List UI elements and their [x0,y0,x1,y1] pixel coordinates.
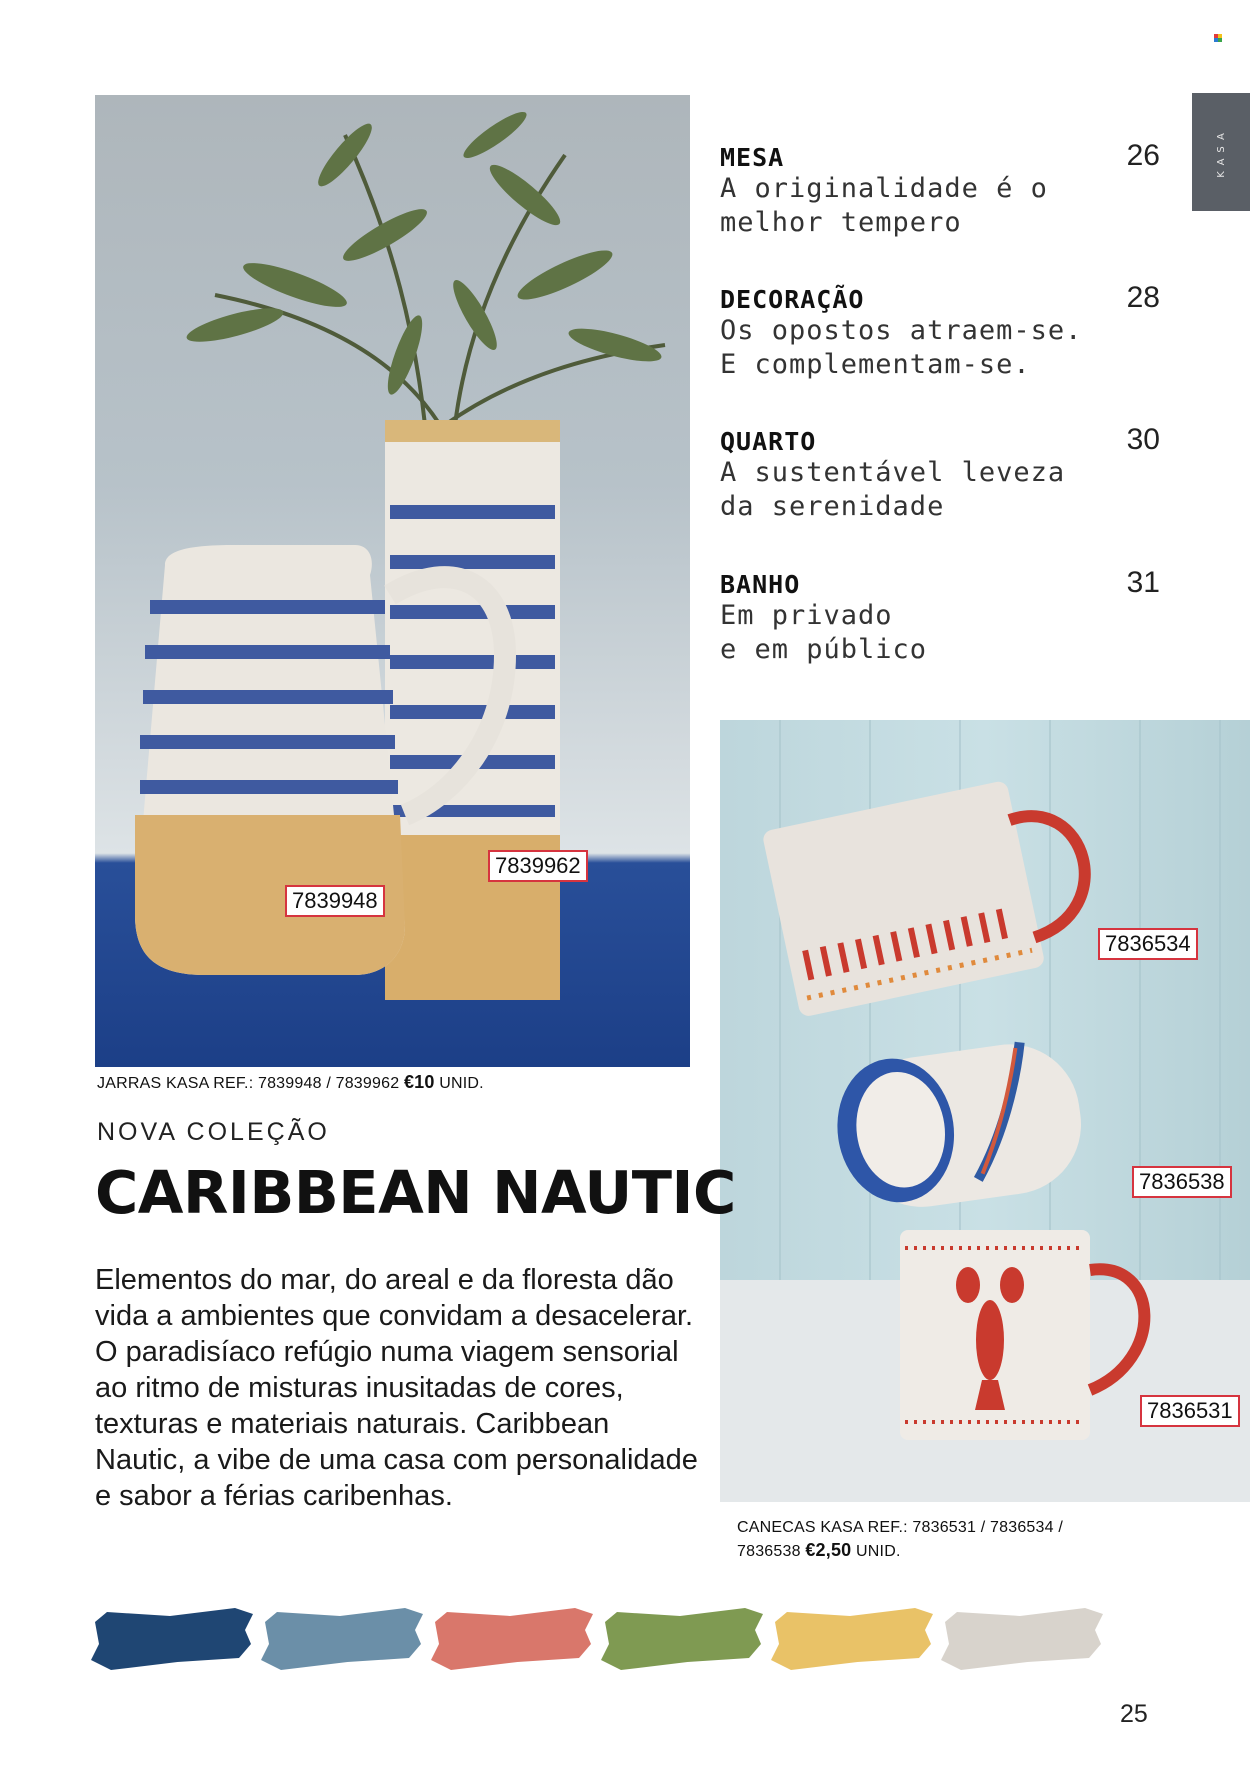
product-ref-tag[interactable]: 7839948 [285,885,385,917]
vases-caption-unit: UNID. [434,1075,484,1092]
section-tab-label: KASA [1215,126,1227,178]
mugs-illustration [720,720,1250,1502]
vases-illustration [95,95,690,1067]
vases-caption [97,1072,484,1093]
toc-title: BANHO [720,570,801,599]
description-line: O paradisíaco refúgio numa viagem sensorial [95,1336,679,1368]
page-number: 25 [1120,1700,1148,1728]
vases-caption-ref: JARRAS KASA REF.: 7839948 / 7839962 [97,1075,404,1092]
toc-page-number: 26 [1126,139,1160,172]
color-swatch [261,1608,423,1670]
toc-subtitle: A sustentável leveza [720,457,1066,488]
toc-subtitle: e em público [720,634,928,665]
description-line: ao ritmo de misturas inusitadas de cores, [95,1372,624,1404]
mugs-caption-line2 [737,1539,1063,1563]
product-ref-tag[interactable]: 7836538 [1132,1166,1232,1198]
toc-page-number: 28 [1126,281,1160,314]
toc-item-mesa[interactable] [720,139,1160,240]
mugs-photo [720,720,1250,1502]
color-palette [90,1600,1160,1680]
color-swatch [771,1608,933,1670]
mugs-caption-price: €2,50 [805,1540,852,1560]
product-ref-tag[interactable]: 7839962 [488,850,588,882]
product-ref-tag[interactable]: 7836534 [1098,928,1198,960]
toc-item-quarto[interactable] [720,423,1160,524]
vases-caption-price: €10 [403,1072,435,1092]
vases-photo [95,95,690,1067]
mugs-caption [737,1517,1063,1563]
mugs-caption-ref: CANECAS KASA REF.: 7836531 / 7836534 / [737,1519,1064,1536]
toc-page-number: 30 [1126,423,1160,456]
collection-headline: CARIBBEAN NAUTIC [95,1158,736,1227]
color-swatch [431,1608,593,1670]
color-swatch [91,1608,253,1670]
toc-page-number: 31 [1126,566,1160,599]
color-registration-mark [1214,34,1222,42]
color-swatch [941,1608,1103,1670]
description-line: vida a ambientes que convidam a desacelerar. [95,1300,694,1332]
toc-subtitle: E complementam-se. [720,349,1031,380]
color-swatch [601,1608,763,1670]
toc-title: DECORAÇÃO [720,285,865,314]
toc-title: QUARTO [720,427,817,456]
toc-subtitle: da serenidade [720,491,945,522]
toc-item-decoracao[interactable] [720,281,1160,382]
section-tab[interactable] [1192,93,1250,211]
mugs-caption-ref-end: 7836538 [737,1543,806,1560]
toc-item-banho[interactable] [720,566,1160,667]
toc-title: MESA [720,143,785,172]
description-line: Nautic, a vibe de uma casa com personalidade [95,1444,698,1476]
collection-description [95,1262,715,1514]
toc-subtitle: melhor tempero [720,207,962,238]
toc-subtitle: A originalidade é o [720,173,1048,204]
description-line: Elementos do mar, do areal e da floresta dão [95,1264,674,1296]
toc-subtitle: Os opostos atraem-se. [720,315,1083,346]
mugs-caption-unit: UNID. [851,1543,901,1560]
description-line: e sabor a férias caribenhas. [95,1480,453,1512]
description-line: texturas e materiais naturais. Caribbean [95,1408,610,1440]
toc-subtitle: Em privado [720,600,893,631]
product-ref-tag[interactable]: 7836531 [1140,1395,1240,1427]
collection-kicker: NOVA COLEÇÃO [97,1118,330,1146]
